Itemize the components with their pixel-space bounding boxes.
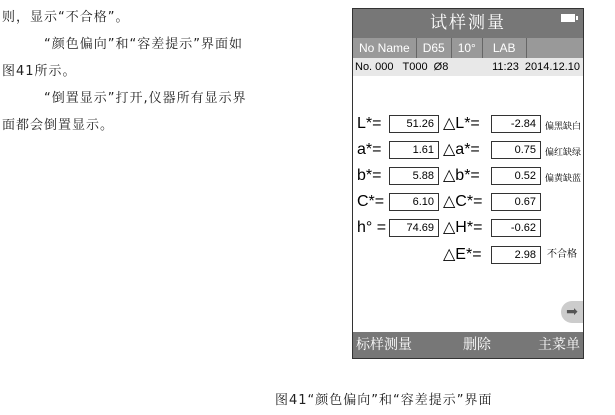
measure-row	[357, 141, 583, 159]
bottom-bar	[353, 332, 583, 358]
delta-label: △H*=	[443, 219, 483, 236]
delta-label: △C*=	[443, 193, 483, 210]
standard-measure-button[interactable]: 标样测量	[356, 337, 412, 353]
text-line: “倒置显示”打开,仪器所有显示界	[30, 91, 247, 106]
tab-name[interactable]: No Name	[353, 38, 417, 58]
de-value: 2.98	[491, 246, 541, 264]
color-deviation-note: 偏黄缺蓝	[545, 173, 582, 183]
measure-row	[357, 219, 583, 237]
delta-box: 0.52	[491, 167, 541, 185]
text-line: 则，显示“不合格”。	[2, 10, 130, 25]
delta-box: -0.62	[491, 219, 541, 237]
measure-row	[357, 115, 583, 133]
delta-box: 0.75	[491, 141, 541, 159]
datetime: 11:23 2014.12.10	[492, 61, 580, 73]
delta-box: -2.84	[491, 115, 541, 133]
delta-e-row	[357, 246, 583, 264]
text-line: 面都会倒置显示。	[2, 118, 115, 133]
screen-title: 试样测量	[353, 9, 583, 38]
info-row	[353, 58, 583, 76]
delete-button[interactable]: 删除	[463, 337, 491, 353]
value-label: a*=	[357, 141, 382, 158]
delta-label: △b*=	[443, 167, 480, 184]
value-box: 74.69	[389, 219, 439, 237]
value-box: 1.61	[389, 141, 439, 159]
next-arrow-icon[interactable]: ➡	[561, 301, 583, 323]
value-label: b*=	[357, 167, 382, 184]
main-menu-button[interactable]: 主菜单	[538, 337, 580, 353]
value-label: h° =	[357, 219, 387, 236]
text-line: “颜色偏向”和“容差提示”界面如	[30, 37, 243, 52]
color-deviation-note: 偏黑缺白	[545, 121, 582, 131]
tab-illuminant[interactable]: D65	[417, 38, 452, 58]
value-box: 5.88	[389, 167, 439, 185]
figure-caption: 图41“颜色偏向”和“容差提示”界面	[275, 393, 493, 408]
delta-label: △a*=	[443, 141, 480, 158]
tab-colorspace[interactable]: LAB	[483, 38, 527, 58]
measure-row	[357, 193, 583, 211]
result-note: 不合格	[547, 249, 577, 260]
delta-box: 0.67	[491, 193, 541, 211]
text-line: 图41所示。	[2, 64, 77, 79]
tab-observer[interactable]: 10°	[452, 38, 483, 58]
value-label: C*=	[357, 193, 385, 210]
settings-bar	[353, 38, 583, 58]
delta-label: △L*=	[443, 115, 480, 132]
value-box: 6.10	[389, 193, 439, 211]
battery-icon	[561, 14, 575, 22]
de-label: △E*=	[443, 246, 482, 263]
sample-info: No. 000 T000 Ø8	[355, 61, 449, 73]
device-screen	[352, 8, 584, 359]
measure-row	[357, 167, 583, 185]
value-box: 51.26	[389, 115, 439, 133]
value-label: L*=	[357, 115, 382, 132]
color-deviation-note: 偏红缺绿	[545, 147, 582, 157]
